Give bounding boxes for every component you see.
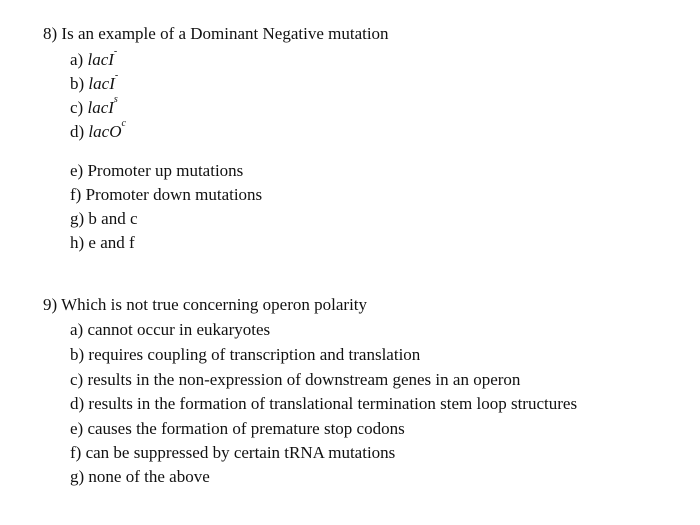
option-text: Promoter up mutations (87, 161, 244, 180)
question-9-option-b (70, 344, 420, 366)
option-text: b and c (88, 209, 138, 228)
option-text: can be suppressed by certain tRNA mutations (85, 443, 396, 462)
option-letter: f) (70, 443, 86, 462)
option-text: requires coupling of transcription and translation (88, 345, 421, 364)
option-text: Promoter down mutations (85, 185, 263, 204)
question-8-option-b (70, 70, 119, 95)
option-letter: c) (70, 370, 88, 389)
gene-name: lacI- (87, 46, 118, 69)
question-9-option-f (70, 442, 395, 464)
question-8-option-g (70, 208, 138, 230)
question-9-option-c (70, 369, 520, 391)
question-9-option-g (70, 466, 210, 488)
option-letter: h) (70, 233, 89, 252)
question-8-option-a (70, 46, 118, 71)
option-letter: b) (70, 345, 89, 364)
option-text: e and f (88, 233, 135, 252)
question-8-option-f (70, 184, 262, 206)
option-text: causes the formation of premature stop codons (87, 419, 405, 438)
option-letter: g) (70, 209, 89, 228)
option-letter: b) (70, 74, 89, 93)
question-8-option-d (70, 118, 126, 143)
option-letter: c) (70, 98, 88, 117)
question-9-option-d (70, 393, 577, 415)
option-text: results in the formation of translational termination stem loop structures (88, 394, 578, 413)
option-text: cannot occur in eukaryotes (87, 320, 271, 339)
question-8-option-c (70, 94, 118, 119)
option-text: results in the non-expression of downstream genes in an operon (87, 370, 521, 389)
option-letter: g) (70, 467, 89, 486)
option-letter: e) (70, 419, 88, 438)
option-letter: a) (70, 320, 88, 339)
option-text: none of the above (88, 467, 210, 486)
gene-name: lacI$^s$ (87, 94, 118, 117)
gene-name: lacI- (88, 70, 119, 93)
option-letter: d) (70, 394, 89, 413)
option-letter: d) (70, 122, 89, 141)
option-letter: f) (70, 185, 86, 204)
question-8-option-h (70, 232, 135, 254)
question-8-stem: 8) Is an example of a Dominant Negative mutation (43, 24, 389, 43)
gene-name: lacO$^c$ (88, 118, 126, 141)
question-9-stem: 9) Which is not true concerning operon polarity (43, 295, 368, 314)
option-letter: a) (70, 50, 88, 69)
option-letter: e) (70, 161, 88, 180)
question-9-option-a (70, 319, 270, 341)
question-8-option-e (70, 160, 243, 182)
question-9-option-e (70, 418, 405, 440)
